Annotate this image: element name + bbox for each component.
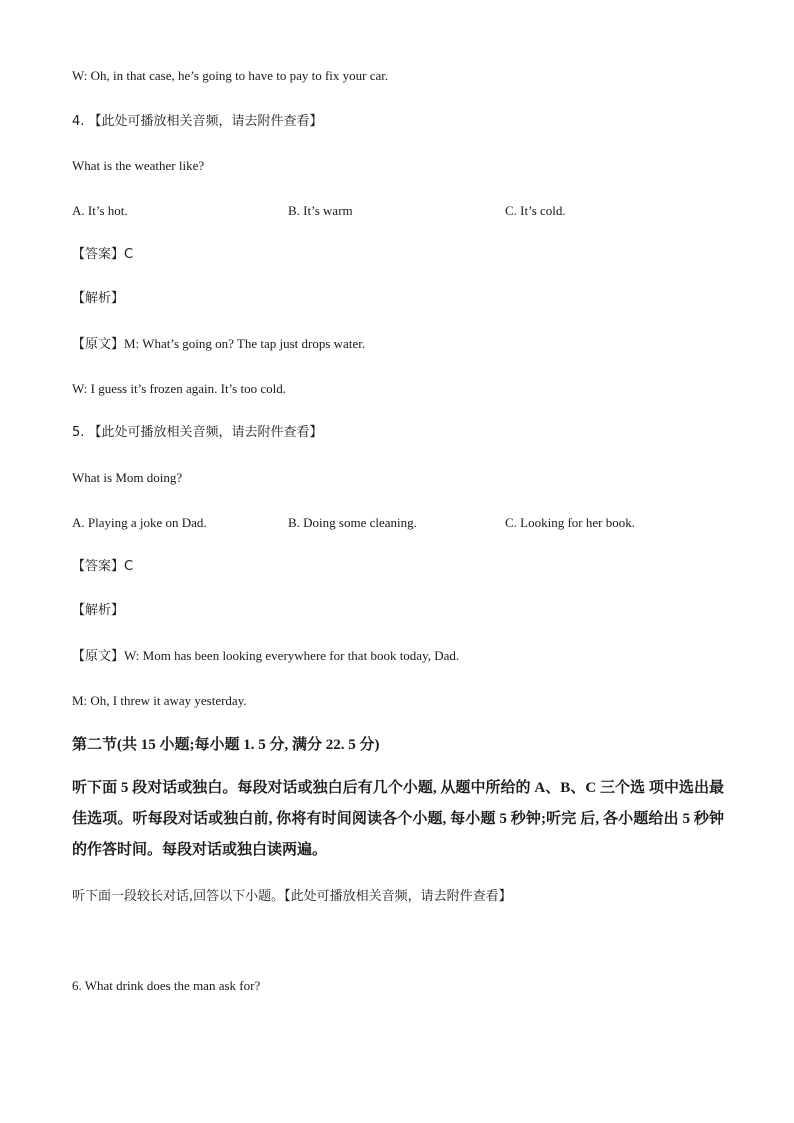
- question-5-option-a: A. Playing a joke on Dad.: [72, 515, 207, 530]
- dialogue-line: W: I guess it’s frozen again. It’s too cold.: [72, 381, 286, 396]
- question-4-text: What is the weather like?: [72, 158, 205, 173]
- question-5-answer: 【答案】C: [72, 559, 134, 574]
- passage-intro: 听下面一段较长对话,回答以下小题。【此处可播放相关音频，请去附件查看】: [72, 889, 512, 904]
- question-4-answer: 【答案】C: [72, 247, 134, 262]
- section-2-title: 第二节(共 15 小题;每小题 1. 5 分, 满分 22. 5 分): [72, 737, 380, 753]
- question-5-original-text: 【原文】W: Mom has been looking everywhere for that book today, Dad.: [72, 648, 460, 663]
- question-4-analysis-label: 【解析】: [72, 291, 125, 306]
- question-5-header: 5. 【此处可播放相关音频，请去附件查看】: [72, 425, 323, 440]
- question-4-option-b: B. It’s warm: [288, 203, 353, 218]
- dialogue-line: M: Oh, I threw it away yesterday.: [72, 693, 247, 708]
- question-4-original-text: 【原文】M: What’s going on? The tap just drops water.: [72, 336, 366, 351]
- question-4-option-a: A. It’s hot.: [72, 203, 128, 218]
- question-5-analysis-label: 【解析】: [72, 603, 125, 618]
- section-2-instructions: 听下面 5 段对话或独白。每段对话或独白后有几个小题, 从题中所给的 A、B、C 三个选 项中选出最佳选项。听每段对话或独白前, 你将有时间阅读各个小题, 每小题 5 秒钟;听完 后, 各小题给出 5 秒钟的作答时间。每段对话或独白读两遍。: [72, 780, 724, 858]
- question-5-option-b: B. Doing some cleaning.: [288, 515, 417, 530]
- dialogue-line: W: Oh, in that case, he’s going to have to pay to fix your car.: [72, 68, 389, 83]
- question-4-header: 4. 【此处可播放相关音频，请去附件查看】: [72, 114, 323, 129]
- question-5-option-c: C. Looking for her book.: [505, 515, 635, 530]
- question-5-text: What is Mom doing?: [72, 470, 183, 485]
- question-4-option-c: C. It’s cold.: [505, 203, 566, 218]
- question-6-text: 6. What drink does the man ask for?: [72, 978, 261, 993]
